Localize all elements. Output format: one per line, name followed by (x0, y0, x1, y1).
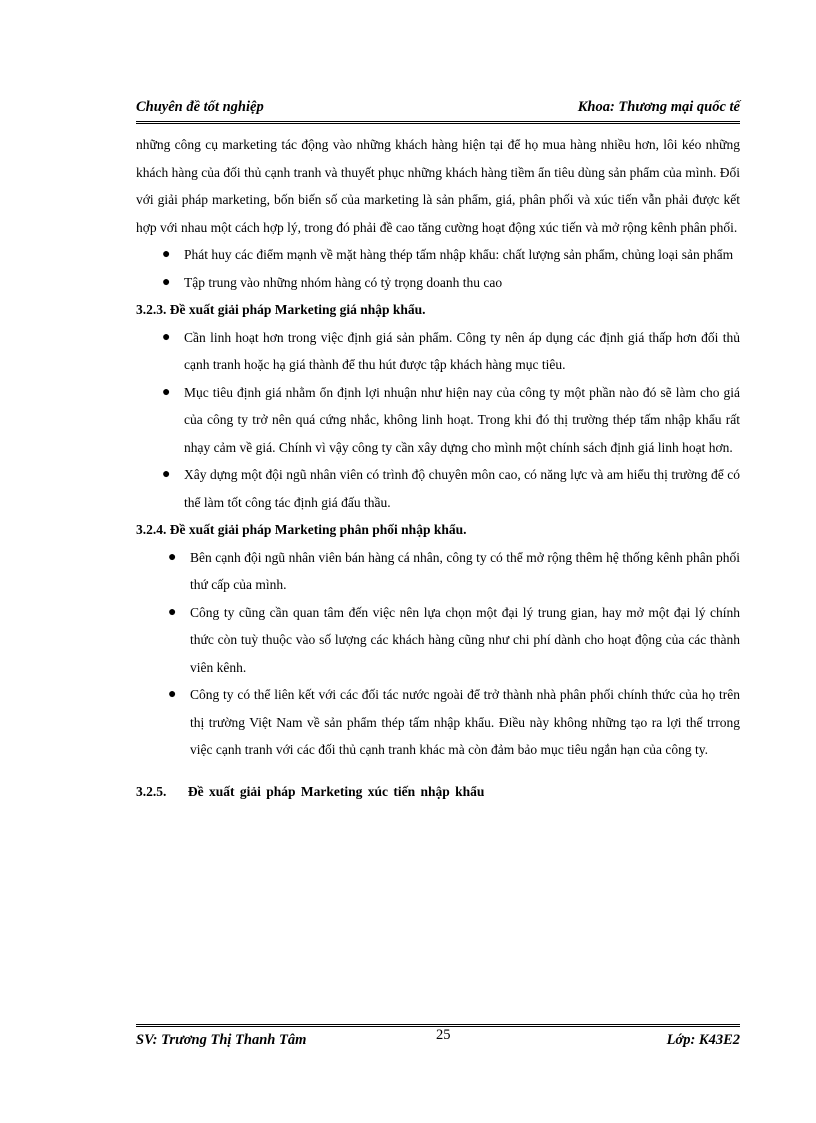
intro-paragraph: những công cụ marketing tác động vào những khách hàng hiện tại để họ mua hàng nhiều hơn, lôi kéo những khách hàng của đối thủ cạnh tranh và thuyết phục những khách hàng tiềm ẩn tiêu dùng sản phẩm của mình. Đối với giải pháp marketing, bốn biến số của marketing là sản phẩm, giá, phân phối và xúc tiến vẫn phải được kết hợp với nhau một cách hợp lý, trong đó phải đề cao tăng cường hoạt động xúc tiến và mở rộng kênh phân phối. (136, 137, 740, 235)
section-heading-325: 3.2.5. Đề xuất giải pháp Marketing xúc tiến nhập khẩu (136, 783, 485, 799)
page-footer (136, 1024, 740, 1053)
section-324-bullet-list (136, 544, 740, 764)
list-item-text: Công ty có thể liên kết với các đối tác nước ngoài để trở thành nhà phân phối chính thức của họ trên thị trường Việt Nam về sản phẩm thép tấm nhập khẩu. Điều này không những tạo ra lợi thế trrong việc cạnh tranh với các đối thủ cạnh tranh khác mà còn đảm bảo mục tiêu ngắn hạn của công ty. (190, 687, 740, 757)
list-item-text: Công ty cũng cần quan tâm đến việc nên lựa chọn một đại lý trung gian, hay mở một đại lý chính thức còn tuỳ thuộc vào số lượng các khách hàng cũng như chi phí dành cho hoạt động của các thành viên kênh. (190, 604, 740, 675)
section-323-bullet-list (136, 324, 740, 517)
list-item-text: Cần linh hoạt hơn trong việc định giá sản phẩm. Công ty nên áp dụng các định giá thấp hơn đối thủ cạnh tranh hoặc hạ giá thành để thu hút được tập khách hàng mục tiêu. (184, 329, 740, 372)
page-body (136, 131, 740, 805)
list-item (136, 379, 740, 462)
list-item (136, 681, 740, 764)
header-document-type: Chuyên đề tốt nghiệp (136, 99, 264, 115)
list-item-text: Tập trung vào những nhóm hàng có tỷ trọng doanh thu cao (184, 274, 503, 290)
bullet-icon: ● (162, 274, 171, 290)
list-item (136, 599, 740, 682)
intro-bullet-list (136, 241, 740, 296)
list-item-text: Xây dựng một đội ngũ nhân viên có trình độ chuyên môn cao, có năng lực và am hiểu thị trường để có thể làm tốt công tác định giá đấu thầu. (184, 467, 740, 510)
page-number: 25 (436, 1027, 451, 1043)
list-item (136, 544, 740, 599)
bullet-icon: ● (168, 604, 177, 620)
section-spacer (136, 764, 740, 778)
section-heading-323: 3.2.3. Đề xuất giải pháp Marketing giá nhập khẩu. (136, 302, 426, 317)
list-item (136, 269, 740, 297)
bullet-icon: ● (168, 687, 177, 702)
list-item (136, 461, 740, 516)
section-heading-324: 3.2.4. Đề xuất giải pháp Marketing phân phối nhập khẩu. (136, 522, 467, 537)
list-item-text: Bên cạnh đội ngũ nhân viên bán hàng cá nhân, công ty có thể mở rộng thêm hệ thống kênh phân phối thứ cấp của mình. (190, 549, 740, 592)
bullet-icon: ● (168, 549, 177, 565)
bullet-icon: ● (162, 467, 171, 482)
bullet-icon: ● (162, 329, 171, 345)
list-item-text: Mục tiêu định giá nhằm ổn định lợi nhuận như hiện nay của công ty một phần nào đó sẽ làm cho giá của công ty trở nên quá cứng nhắc, không linh hoạt. Trong khi đó thị trường thép tấm nhập khẩu rất nhạy cảm về giá. Chính vì vậy công ty cần xây dựng cho mình một chính sách định giá linh hoạt hơn. (184, 384, 740, 455)
list-item-text: Phát huy các điểm mạnh về mặt hàng thép tấm nhập khẩu: chất lượng sản phẩm, chủng loại sản phẩm (184, 247, 734, 262)
footer-class: Lớp: K43E2 (666, 1032, 740, 1048)
footer-student-name: SV: Trương Thị Thanh Tâm (136, 1032, 307, 1048)
bullet-icon: ● (162, 247, 171, 262)
list-item (136, 324, 740, 379)
page-header (136, 97, 740, 124)
header-faculty: Khoa: Thương mại quốc tế (577, 99, 740, 115)
bullet-icon: ● (162, 384, 171, 400)
list-item (136, 241, 740, 269)
